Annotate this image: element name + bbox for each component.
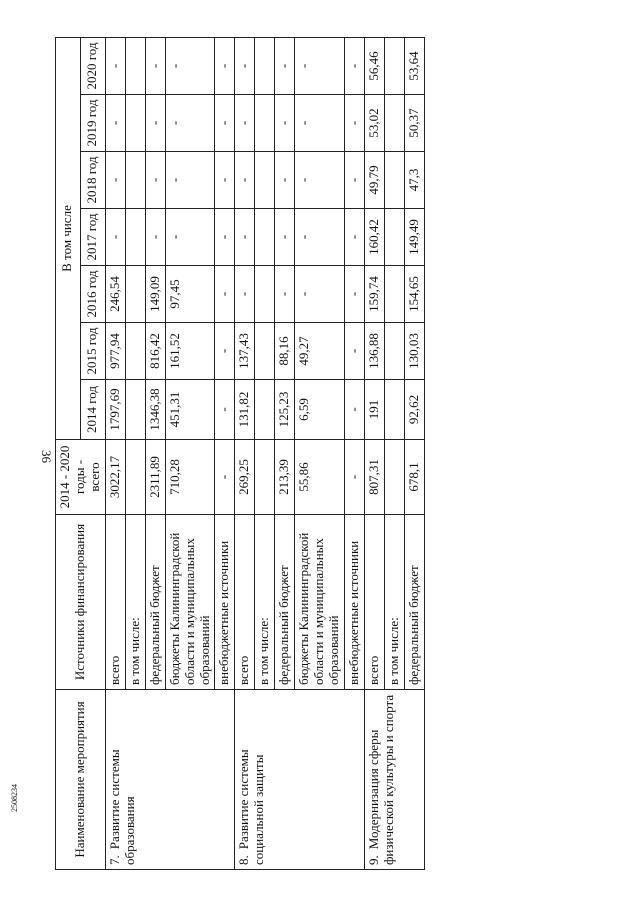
total-cell: 269,25	[235, 440, 255, 515]
year-value-cell: -	[345, 209, 365, 266]
year-value-cell	[125, 95, 145, 152]
year-value-cell	[255, 380, 275, 440]
source-cell: бюджеты Калининградской области и муниципальных образований	[295, 515, 345, 690]
year-value-cell: -	[105, 209, 125, 266]
measure-name: Развитие системы социальной защиты	[236, 749, 267, 865]
measure-cell	[235, 690, 365, 870]
total-cell: 213,39	[275, 440, 295, 515]
year-value-cell	[384, 266, 404, 323]
year-value-cell: -	[165, 152, 215, 209]
year-value-cell: -	[235, 266, 255, 323]
year-value-cell: 50,37	[404, 95, 424, 152]
source-cell: бюджеты Калининградской области и муниципальных образований	[165, 515, 215, 690]
year-value-cell: 191	[364, 380, 384, 440]
year-value-cell: -	[145, 95, 165, 152]
year-value-cell: 47,3	[404, 152, 424, 209]
year-value-cell: -	[105, 152, 125, 209]
source-cell: в том числе:	[125, 515, 145, 690]
year-value-cell: 92,62	[404, 380, 424, 440]
table-row	[105, 38, 125, 870]
total-cell: -	[345, 440, 365, 515]
year-value-cell: 159,74	[364, 266, 384, 323]
year-value-cell	[255, 95, 275, 152]
year-value-cell: -	[215, 95, 235, 152]
year-value-cell: -	[295, 209, 345, 266]
source-cell: всего	[235, 515, 255, 690]
header-year: 2014 год	[80, 380, 105, 440]
year-value-cell: 49,79	[364, 152, 384, 209]
source-cell: федеральный бюджет	[145, 515, 165, 690]
header-year: 2018 год	[80, 152, 105, 209]
header-year: 2020 год	[80, 38, 105, 95]
year-value-cell: 131,82	[235, 380, 255, 440]
total-cell: 2311,89	[145, 440, 165, 515]
year-value-cell: 53,02	[364, 95, 384, 152]
year-value-cell: -	[295, 38, 345, 95]
year-value-cell: -	[235, 152, 255, 209]
source-cell: федеральный бюджет	[275, 515, 295, 690]
year-value-cell: -	[105, 95, 125, 152]
year-value-cell: -	[215, 38, 235, 95]
year-value-cell	[384, 209, 404, 266]
year-value-cell: -	[345, 38, 365, 95]
measure-cell	[364, 690, 424, 870]
total-cell: 3022,17	[105, 440, 125, 515]
document-code: 2508234	[10, 784, 19, 812]
source-cell: всего	[105, 515, 125, 690]
header-total: 2014 - 2020 годы - всего	[56, 440, 106, 515]
measure-number: 8.	[236, 855, 252, 865]
year-value-cell: 88,16	[275, 323, 295, 380]
source-cell: всего	[364, 515, 384, 690]
total-cell	[384, 440, 404, 515]
year-value-cell	[255, 152, 275, 209]
table-row	[235, 38, 255, 870]
year-value-cell: -	[235, 38, 255, 95]
year-value-cell: -	[295, 152, 345, 209]
year-value-cell: 6,59	[295, 380, 345, 440]
total-cell: -	[215, 440, 235, 515]
year-value-cell: -	[215, 266, 235, 323]
total-cell: 678,1	[404, 440, 424, 515]
total-cell: 710,28	[165, 440, 215, 515]
year-value-cell: 53,64	[404, 38, 424, 95]
year-value-cell: -	[235, 95, 255, 152]
year-value-cell: -	[295, 95, 345, 152]
header-year: 2015 год	[80, 323, 105, 380]
year-value-cell	[384, 323, 404, 380]
page-number: 36	[39, 450, 54, 463]
year-value-cell: 1346,38	[145, 380, 165, 440]
year-value-cell	[125, 266, 145, 323]
total-cell	[125, 440, 145, 515]
year-value-cell	[255, 38, 275, 95]
year-value-cell	[384, 95, 404, 152]
year-value-cell: 130,03	[404, 323, 424, 380]
year-value-cell: -	[275, 95, 295, 152]
measure-name: Развитие системы образования	[106, 749, 137, 865]
source-cell: в том числе:	[384, 515, 404, 690]
year-value-cell: -	[345, 323, 365, 380]
year-value-cell: -	[235, 209, 255, 266]
year-value-cell: 125,23	[275, 380, 295, 440]
year-value-cell: 56,46	[364, 38, 384, 95]
measure-cell	[105, 690, 235, 870]
year-value-cell: -	[145, 152, 165, 209]
total-cell: 55,86	[295, 440, 345, 515]
year-value-cell: -	[145, 209, 165, 266]
source-cell: в том числе:	[255, 515, 275, 690]
financing-table	[55, 37, 425, 870]
year-value-cell: 977,94	[105, 323, 125, 380]
year-value-cell: -	[275, 152, 295, 209]
year-value-cell: 97,45	[165, 266, 215, 323]
year-value-cell: -	[275, 266, 295, 323]
year-value-cell: -	[105, 38, 125, 95]
measure-number: 9.	[365, 855, 381, 865]
year-value-cell	[255, 266, 275, 323]
year-value-cell: 137,43	[235, 323, 255, 380]
year-value-cell: 149,49	[404, 209, 424, 266]
table-row	[364, 38, 384, 870]
year-value-cell	[125, 209, 145, 266]
source-cell: внебюджетные источники	[345, 515, 365, 690]
year-value-cell: -	[215, 152, 235, 209]
year-value-cell: 136,88	[364, 323, 384, 380]
year-value-cell	[255, 323, 275, 380]
year-value-cell: -	[165, 38, 215, 95]
year-value-cell: -	[145, 38, 165, 95]
year-value-cell	[384, 380, 404, 440]
header-including: В том числе	[56, 38, 81, 440]
year-value-cell	[125, 38, 145, 95]
year-value-cell: -	[215, 209, 235, 266]
header-year: 2017 год	[80, 209, 105, 266]
year-value-cell	[384, 152, 404, 209]
year-value-cell: 816,42	[145, 323, 165, 380]
year-value-cell: 1797,69	[105, 380, 125, 440]
year-value-cell: -	[345, 95, 365, 152]
year-value-cell: -	[165, 95, 215, 152]
rotated-table-stage	[55, 38, 615, 870]
year-value-cell: 49,27	[295, 323, 345, 380]
source-cell: федеральный бюджет	[404, 515, 424, 690]
year-value-cell: -	[215, 380, 235, 440]
header-year: 2019 год	[80, 95, 105, 152]
total-cell	[255, 440, 275, 515]
header-name: Наименование мероприятия	[56, 690, 106, 870]
year-value-cell	[125, 152, 145, 209]
source-cell: внебюджетные источники	[215, 515, 235, 690]
year-value-cell	[384, 38, 404, 95]
year-value-cell: -	[345, 380, 365, 440]
total-cell: 807,31	[364, 440, 384, 515]
year-value-cell: -	[275, 38, 295, 95]
measure-number: 7.	[106, 855, 122, 865]
header-sources: Источники финансирования	[56, 515, 106, 690]
measure-name: Модернизация сферы физической культуры и спорта	[365, 694, 396, 865]
year-value-cell: -	[345, 152, 365, 209]
year-value-cell	[255, 209, 275, 266]
year-value-cell	[125, 323, 145, 380]
year-value-cell: 451,31	[165, 380, 215, 440]
table-body	[105, 38, 424, 870]
year-value-cell: 246,54	[105, 266, 125, 323]
year-value-cell: -	[275, 209, 295, 266]
year-value-cell: -	[215, 323, 235, 380]
year-value-cell: 161,52	[165, 323, 215, 380]
year-value-cell: -	[165, 209, 215, 266]
year-value-cell: 154,65	[404, 266, 424, 323]
year-value-cell: -	[295, 266, 345, 323]
year-value-cell: 149,09	[145, 266, 165, 323]
year-value-cell: -	[345, 266, 365, 323]
year-value-cell	[125, 380, 145, 440]
year-value-cell: 160,42	[364, 209, 384, 266]
header-year: 2016 год	[80, 266, 105, 323]
